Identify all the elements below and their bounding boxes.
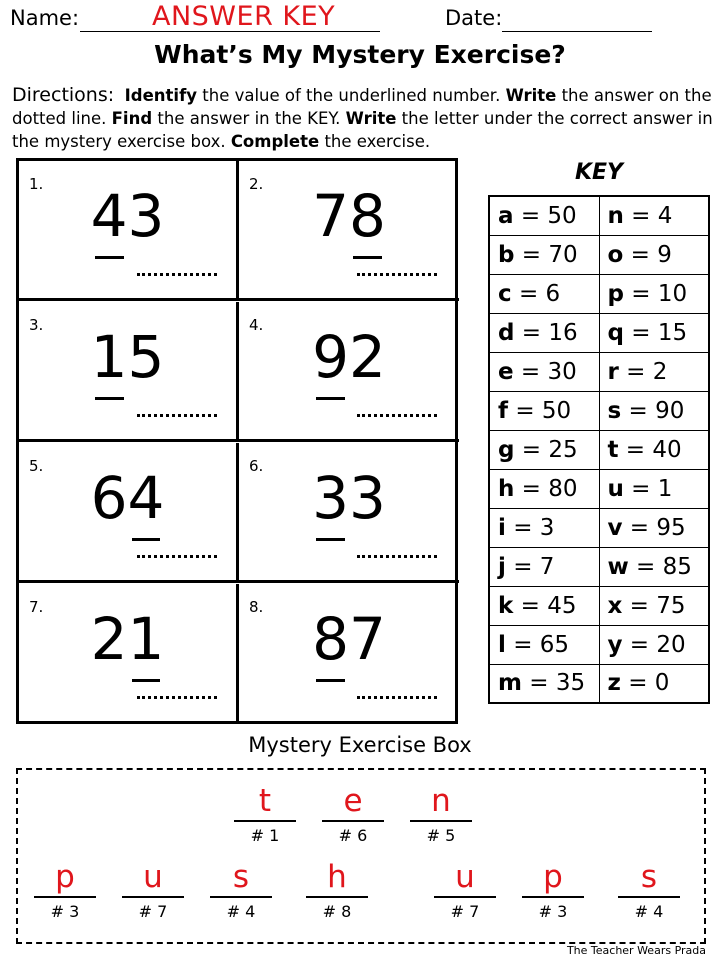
digit: 3	[127, 182, 165, 250]
underlined-digit: 4	[90, 182, 128, 250]
key-letter: j	[498, 553, 506, 580]
key-value: = 4	[623, 202, 673, 229]
key-entry	[489, 313, 599, 352]
key-value: = 3	[505, 514, 555, 541]
key-letter: h	[498, 475, 515, 502]
problem-reference: # 8	[322, 902, 352, 921]
blank-line	[322, 820, 384, 822]
key-value: = 50	[513, 202, 577, 229]
key-letter: u	[607, 475, 624, 502]
key-entry	[489, 508, 599, 547]
key-value: = 16	[514, 319, 578, 346]
mystery-slot[interactable]	[522, 858, 584, 921]
key-row	[489, 352, 709, 391]
blank-line	[122, 896, 184, 898]
digit: 7	[312, 182, 349, 250]
problem-reference: # 4	[634, 902, 664, 921]
mystery-slot[interactable]	[410, 782, 472, 845]
key-value: = 9	[623, 241, 672, 268]
key-letter: l	[498, 631, 506, 658]
key-letter: r	[607, 358, 619, 385]
key-row	[489, 586, 709, 625]
problem-number: 4.	[249, 316, 264, 334]
key-entry	[599, 352, 709, 391]
problem-cell	[19, 584, 239, 724]
problem-reference: # 3	[538, 902, 568, 921]
key-letter: i	[498, 514, 506, 541]
key-entry	[599, 313, 709, 352]
mystery-slot[interactable]	[34, 858, 96, 921]
key-value: = 45	[513, 592, 577, 619]
key-letter: w	[607, 553, 629, 580]
key-entry	[489, 274, 599, 313]
key-value: = 2	[618, 358, 668, 385]
key-letter: z	[607, 670, 621, 697]
digit: 2	[349, 323, 386, 391]
mystery-slot[interactable]	[618, 858, 680, 921]
problem-cell	[19, 302, 239, 442]
key-letter: o	[607, 241, 624, 268]
problem-value	[19, 604, 236, 674]
key-value: = 90	[621, 397, 685, 424]
key-entry	[489, 196, 599, 235]
problem-number: 3.	[29, 316, 44, 334]
key-entry	[599, 664, 709, 703]
underlined-digit: 1	[90, 323, 128, 391]
key-value: = 15	[623, 319, 688, 346]
key-letter: a	[498, 202, 514, 229]
digit: 3	[349, 464, 386, 532]
problem-cell	[239, 302, 459, 442]
mystery-slot[interactable]	[122, 858, 184, 921]
key-title: KEY	[574, 160, 623, 185]
key-letter: t	[607, 436, 619, 463]
problem-value	[239, 463, 459, 533]
problem-cell	[239, 161, 459, 301]
key-entry	[489, 430, 599, 469]
key-value: = 95	[622, 514, 686, 541]
directions-verb: Find	[111, 109, 153, 128]
key-row	[489, 547, 709, 586]
mystery-letter: s	[232, 859, 250, 895]
problem-reference: # 7	[450, 902, 480, 921]
mystery-slot[interactable]	[210, 858, 272, 921]
key-row	[489, 235, 709, 274]
key-row	[489, 391, 709, 430]
underlined-digit: 8	[349, 182, 386, 250]
problem-value	[19, 181, 236, 251]
key-value: = 75	[622, 592, 686, 619]
key-entry	[599, 430, 709, 469]
mystery-letter: p	[55, 859, 75, 895]
key-row	[489, 196, 709, 235]
answer-dotted-line[interactable]	[137, 696, 217, 699]
underlined-digit: 9	[312, 323, 349, 391]
problem-reference: # 5	[426, 826, 456, 845]
key-letter: m	[498, 670, 522, 697]
directions-verb: Complete	[230, 132, 320, 151]
key-table	[488, 195, 710, 704]
answer-dotted-line[interactable]	[137, 273, 217, 276]
mystery-letter: e	[343, 783, 363, 819]
underlined-digit: 4	[127, 464, 165, 532]
key-entry	[599, 469, 709, 508]
digit: 7	[349, 605, 386, 673]
key-value: = 80	[514, 475, 578, 502]
key-entry	[599, 196, 709, 235]
directions-verb: Write	[345, 109, 397, 128]
problem-reference: # 6	[338, 826, 368, 845]
key-value: = 25	[514, 436, 578, 463]
digit: 2	[90, 605, 128, 673]
problem-number: 1.	[29, 175, 44, 193]
key-value: = 7	[505, 553, 555, 580]
key-entry	[489, 625, 599, 664]
mystery-letter: p	[543, 859, 563, 895]
mystery-slot[interactable]	[234, 782, 296, 845]
digit: 5	[127, 323, 165, 391]
blank-line	[618, 896, 680, 898]
page-title: What’s My Mystery Exercise?	[154, 40, 566, 69]
key-letter: c	[498, 280, 512, 307]
blank-line	[34, 896, 96, 898]
problem-value	[19, 463, 236, 533]
key-value: = 85	[628, 553, 692, 580]
underlined-digit: 8	[312, 605, 349, 673]
key-row	[489, 274, 709, 313]
answer-dotted-line[interactable]	[357, 555, 437, 558]
key-value: = 20	[622, 631, 686, 658]
key-entry	[489, 547, 599, 586]
mystery-letter: h	[327, 859, 347, 895]
key-value: = 6	[511, 280, 561, 307]
problem-number: 2.	[249, 175, 264, 193]
answer-dotted-line[interactable]	[357, 273, 437, 276]
key-letter: d	[498, 319, 515, 346]
key-value: = 35	[521, 670, 586, 697]
mystery-letter: s	[640, 859, 658, 895]
mystery-letter: u	[143, 859, 163, 895]
blank-line	[522, 896, 584, 898]
problem-reference: # 3	[50, 902, 80, 921]
mystery-slot[interactable]	[434, 858, 496, 921]
directions-text: the answer in the KEY.	[152, 109, 346, 128]
key-entry	[489, 391, 599, 430]
key-row	[489, 313, 709, 352]
key-value: = 30	[513, 358, 577, 385]
answer-dotted-line[interactable]	[137, 414, 217, 417]
problem-value	[239, 604, 459, 674]
name-value: ANSWER KEY	[152, 1, 336, 32]
directions-text: the value of the underlined number.	[197, 86, 506, 105]
key-letter: k	[498, 592, 514, 619]
problem-cell	[239, 443, 459, 583]
key-letter: q	[607, 319, 624, 346]
mystery-letter: u	[455, 859, 475, 895]
key-letter: n	[607, 202, 624, 229]
problem-number: 5.	[29, 457, 44, 475]
underlined-digit: 1	[127, 605, 165, 673]
problem-value	[239, 322, 459, 392]
key-entry	[599, 586, 709, 625]
key-entry	[489, 586, 599, 625]
key-letter: e	[498, 358, 514, 385]
key-entry	[599, 625, 709, 664]
digit: 6	[90, 464, 128, 532]
key-letter: x	[607, 592, 623, 619]
credit: The Teacher Wears Prada	[566, 944, 706, 957]
date-label: Date:	[445, 6, 503, 30]
blank-line	[210, 896, 272, 898]
key-entry	[489, 235, 599, 274]
key-value: = 65	[505, 631, 570, 658]
problem-value	[239, 181, 459, 251]
directions-heading: Directions:	[12, 84, 115, 106]
problem-reference: # 4	[226, 902, 256, 921]
key-row	[489, 469, 709, 508]
key-entry	[489, 352, 599, 391]
problem-number: 6.	[249, 457, 264, 475]
name-label: Name:	[10, 6, 80, 30]
directions	[12, 84, 717, 153]
key-letter: y	[607, 631, 623, 658]
mystery-letter: t	[258, 783, 272, 819]
problem-reference: # 1	[250, 826, 280, 845]
blank-line	[410, 820, 472, 822]
problem-number: 8.	[249, 598, 264, 616]
key-entry	[599, 547, 709, 586]
key-entry	[599, 235, 709, 274]
mystery-box-title: Mystery Exercise Box	[248, 733, 472, 757]
directions-text: the answer on the dotted line.	[12, 86, 712, 128]
key-letter: f	[498, 397, 509, 424]
key-value: = 10	[623, 280, 688, 307]
key-value: = 0	[620, 670, 670, 697]
mystery-letter: n	[431, 783, 451, 819]
key-entry	[599, 391, 709, 430]
key-entry	[599, 274, 709, 313]
problem-number: 7.	[29, 598, 44, 616]
key-letter: b	[498, 241, 515, 268]
key-value: = 50	[508, 397, 572, 424]
problem-grid	[16, 158, 458, 724]
answer-dotted-line[interactable]	[137, 555, 217, 558]
key-letter: g	[498, 436, 515, 463]
directions-text: the exercise.	[319, 132, 431, 151]
answer-dotted-line[interactable]	[357, 414, 437, 417]
directions-text: the letter under the correct answer in the mystery exercise box.	[12, 109, 713, 151]
underlined-digit: 3	[312, 464, 349, 532]
directions-verb: Identify	[124, 86, 198, 105]
blank-line	[306, 896, 368, 898]
key-value: = 70	[514, 241, 578, 268]
key-row	[489, 508, 709, 547]
blank-line	[234, 820, 296, 822]
key-letter: v	[607, 514, 623, 541]
key-value: = 40	[618, 436, 682, 463]
mystery-exercise-box	[16, 768, 706, 944]
mystery-slot[interactable]	[306, 858, 368, 921]
problem-reference: # 7	[138, 902, 168, 921]
key-entry	[489, 469, 599, 508]
problem-cell	[239, 584, 459, 724]
key-row	[489, 664, 709, 703]
key-letter: s	[607, 397, 622, 424]
problem-cell	[19, 161, 239, 301]
date-line	[502, 31, 652, 32]
blank-line	[434, 896, 496, 898]
key-value: = 1	[623, 475, 673, 502]
key-entry	[489, 664, 599, 703]
mystery-slot[interactable]	[322, 782, 384, 845]
key-entry	[599, 508, 709, 547]
problem-value	[19, 322, 236, 392]
answer-dotted-line[interactable]	[357, 696, 437, 699]
problem-cell	[19, 443, 239, 583]
key-row	[489, 625, 709, 664]
key-row	[489, 430, 709, 469]
key-letter: p	[607, 280, 624, 307]
directions-verb: Write	[505, 86, 557, 105]
